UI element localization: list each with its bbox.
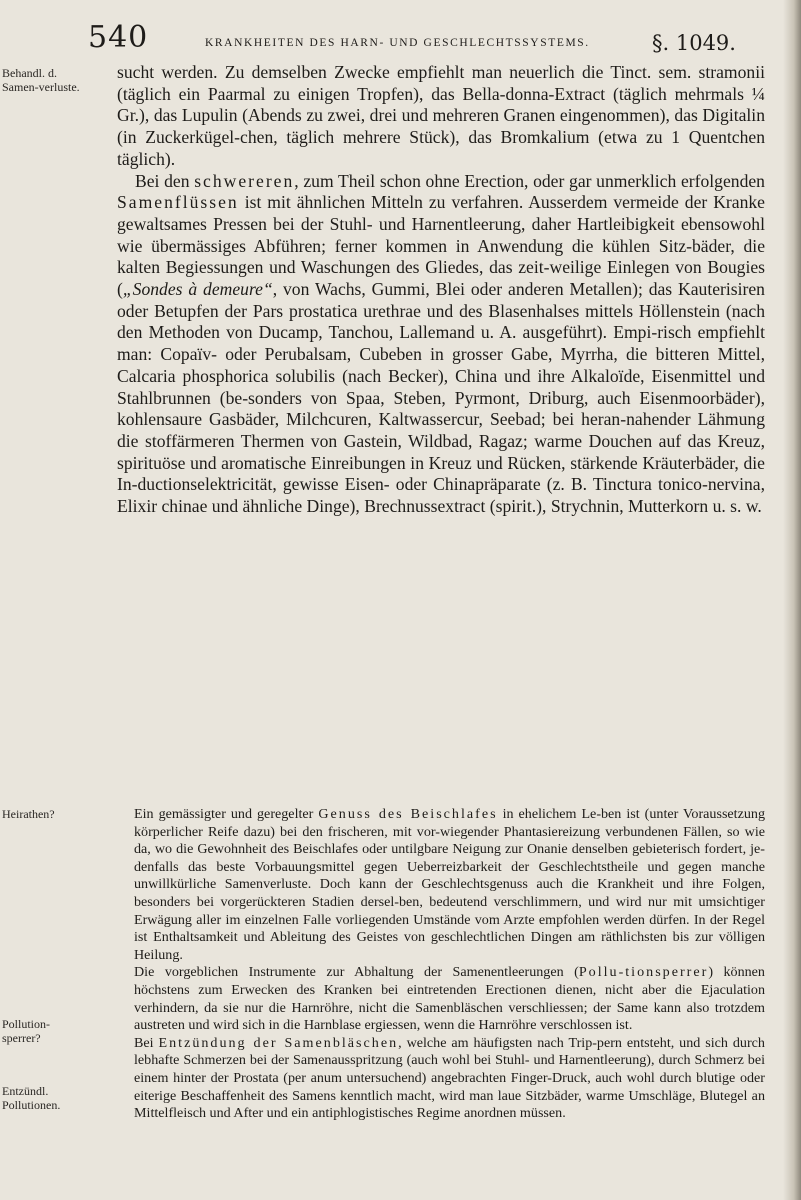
s2-text-b: ) können höchstens zum Erwecken des Kranken bei eintretenden Erectionen dienen, nicht aber die Ejaculation verhindern, da sie nur die Harnröhre, nicht die Samenbläschen verschliessen; der Same kann also trotzdem austreten und wird sich in die Harnblase ergiessen, wenn die Harnröhre verschlossen ist. — [134, 964, 765, 1034]
margin-note-pollution-blocker: Pollution-sperrer? — [2, 1017, 51, 1045]
paragraph-1: sucht werden. Zu demselben Zwecke empfiehlt man neuerlich die Tinct. sem. stramonii (täglich ein Paarmal zu einigen Tropfen), das Bella-donna-Extract (täglich mehrmals ¼ Gr.), das Lupulin (Abends zu zwei, drei und mehreren Granen eingenommen), das Digitalin (in Zuckerkügel-chen, täglich mehrere Stück), das Bromkalium (etwa zu 1 Quentchen täglich). — [117, 62, 765, 169]
margin-note-treatment: Behandl. d. Samen-verluste. — [2, 66, 80, 94]
p2-term-seminal-flows: Samenflüssen — [117, 192, 239, 213]
page-number: 540 — [88, 20, 149, 55]
p2-term-heavier: schwereren — [194, 170, 295, 191]
section-number: §. 1049. — [652, 31, 736, 55]
note-marriage — [134, 806, 765, 964]
p2-text-a: Bei den — [135, 170, 195, 191]
s3-term: Entzündung der Samenbläschen — [158, 1034, 399, 1051]
page-edge-shadow — [783, 0, 801, 1200]
s3-text-a: Bei — [134, 1034, 159, 1051]
p2-text-b: , zum Theil schon ohne Erection, oder gar unmerklich erfolgenden — [294, 170, 765, 191]
paragraph-2 — [117, 171, 765, 518]
s3-text-b: , welche am häufigsten nach Trip-pern entsteht, und sich durch lebhafte Schmerzen bei der Samenausspritzung (auch wohl bei Stuhl- und Harnentleerung), durch Schmerz bei einem hinter der Prostata (per anum untersuchend) angebrachten Finger-Druck, auch wohl durch blutige oder eiterige Beschaffenheit des Samens kenntlich macht, wird man laue Sitzbäder, warme Umschläge, Blutegel an Mittelfleisch und After und ein antiphlogistisches Regime anordnen müssen. — [134, 1034, 765, 1122]
margin-note-marriage: Heirathen? — [2, 807, 55, 821]
margin-note-inflammatory: Entzündl. Pollutionen. — [2, 1084, 61, 1112]
s1-term: Genuss des Beischlafes — [318, 806, 498, 822]
p2-text-c: ist mit ähnlichen Mitteln zu verfahren. Ausserdem vermeide der Kranke gewaltsames Pressen bei der Stuhl- und Harnentleerung, daher Hartleibigkeit ebensowohl wie übermässiges Abführen; ferner kommen in Anwendung die kühlen Sitz-bäder, die kalten Begiessungen und Waschungen des Gliedes, das zeit-weilige Einlegen von Bougies ( — [117, 192, 765, 300]
s1-text-a: Ein gemässigter und geregelter — [134, 806, 319, 822]
s2-term: Pollu-tionsperrer — [578, 964, 709, 981]
s1-text-b: in ehelichem Le-ben ist (unter Voraussetzung körperlicher Reife dazu) bei den frischeren, mit vor-wiegender Phantasiereizung verbundenen Fällen, so wie da, wo die Gewohnheit des Beischlafes oder untilgbare Neigung zur Onanie denselben gebieterisch fordert, je-denfalls das beste Vorbauungsmittel gegen Ueberreizbarkeit der Geschlechtstheile und gegen manche unwillkürliche Samenverluste. Doch kann der Geschlechtsgenuss auch die Krankheit und ihre Folgen, besonders bei vorgerückteren Stadien dersel-ben, bedeutend verschlimmern, und wird nur mit umsichtiger Erwägung aller im einzelnen Falle vorliegenden Umstände vom Arzte empfohlen werden dürfen. In der Regel ist Enthaltsamkeit und Ableitung des Geistes von geschlechtlichen Dingen am räthlichsten bis zur völligen Heilung. — [134, 806, 765, 963]
page-header — [0, 18, 801, 58]
note-inflammation — [134, 1035, 765, 1123]
p2-italic-sondes: „Sondes à demeure“ — [122, 279, 273, 300]
running-title: KRANKHEITEN DES HARN- UND GESCHLECHTSSYSTEMS. — [205, 37, 590, 49]
note-pollution-blocker — [134, 964, 765, 1034]
main-text — [117, 62, 765, 518]
small-print-notes — [134, 806, 765, 1123]
p2-text-d: , von Wachs, Gummi, Blei oder anderen Metallen); das Kauterisiren oder Betupfen der Pars prostatica urethrae und des Blasenhalses mittels Höllenstein (nach den Methoden von Ducamp, Tanchou, Lallemand u. A. ausgeführt). Empi-risch empfiehlt man: Copaïv- oder Perubalsam, Cubeben in grosser Gabe, Myrrha, die bitteren Mittel, Calcaria phosphorica solubilis (nach Becker), China und ihre Alkaloïde, Eisenmittel und Stahlbrunnen (be-sonders von Spaa, Steben, Pyrmont, Driburg, auch Eisenmoorbäder), kohlensaure Gasbäder, Milchcuren, Kaltwassercur, Seebad; bei heran-nahender Lähmung die stoffärmeren Thermen von Gastein, Wildbad, Ragaz; warme Douchen auf das Kreuz, spirituöse und aromatische Einreibungen in Kreuz und Rücken, stärkende Kräuterbäder, die In-ductionselektricität, gewisse Eisen- oder Chinapräparate (z. B. Tinctura tonico-nervina, Elixir chinae und ähnliche Dinge), Brechnussextract (spirit.), Strychnin, Mutterkorn u. s. w. — [117, 279, 765, 517]
s2-text-a: Die vorgeblichen Instrumente zur Abhaltung der Samenentleerungen ( — [134, 964, 579, 981]
